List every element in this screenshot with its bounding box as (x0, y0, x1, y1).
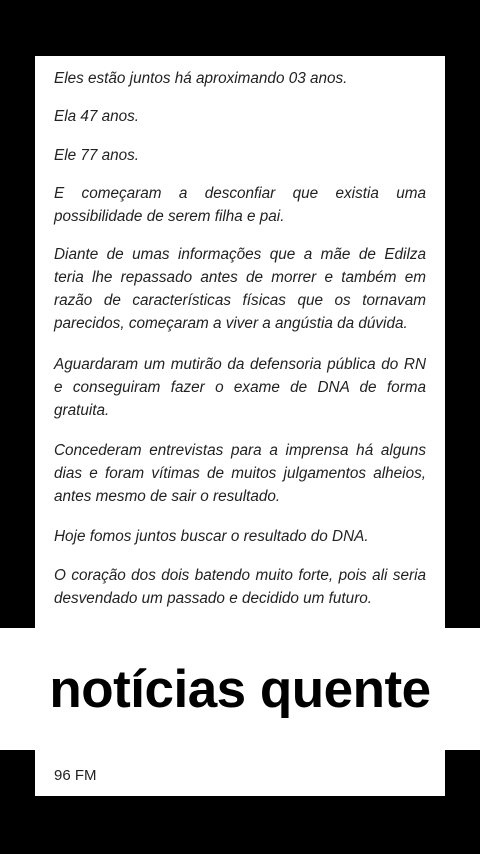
paragraph: Concederam entrevistas para a imprensa há alguns dias e foram vítimas de muitos julgamentos alheios, antes mesmo de sair o resultado. (54, 442, 426, 505)
banner-text: notícias quente (49, 659, 431, 719)
paragraph: O coração dos dois batendo muito forte, pois ali seria desvendado um passado e decidido um futuro. (54, 567, 426, 607)
headline-banner (0, 628, 480, 750)
paragraph: Eles estão juntos há aproximando 03 anos. (54, 70, 348, 87)
paragraph: Aguardaram um mutirão da defensoria pública do RN e conseguiram fazer o exame de DNA de forma gratuita. (54, 356, 426, 419)
paragraph: Ela 47 anos. (54, 108, 140, 125)
paragraph: Hoje fomos juntos buscar o resultado do DNA. (54, 528, 369, 545)
paragraph: Ele 77 anos. (54, 147, 140, 164)
paragraph: Diante de umas informações que a mãe de Edilza teria lhe repassado antes de morrer e também em razão de características físicas que os tornavam parecidos, começaram a viver a angústia da dúvida. (54, 246, 426, 332)
source-credit: 96 FM (54, 767, 97, 784)
paragraph: E começaram a desconfiar que existia uma possibilidade de serem filha e pai. (54, 185, 426, 225)
